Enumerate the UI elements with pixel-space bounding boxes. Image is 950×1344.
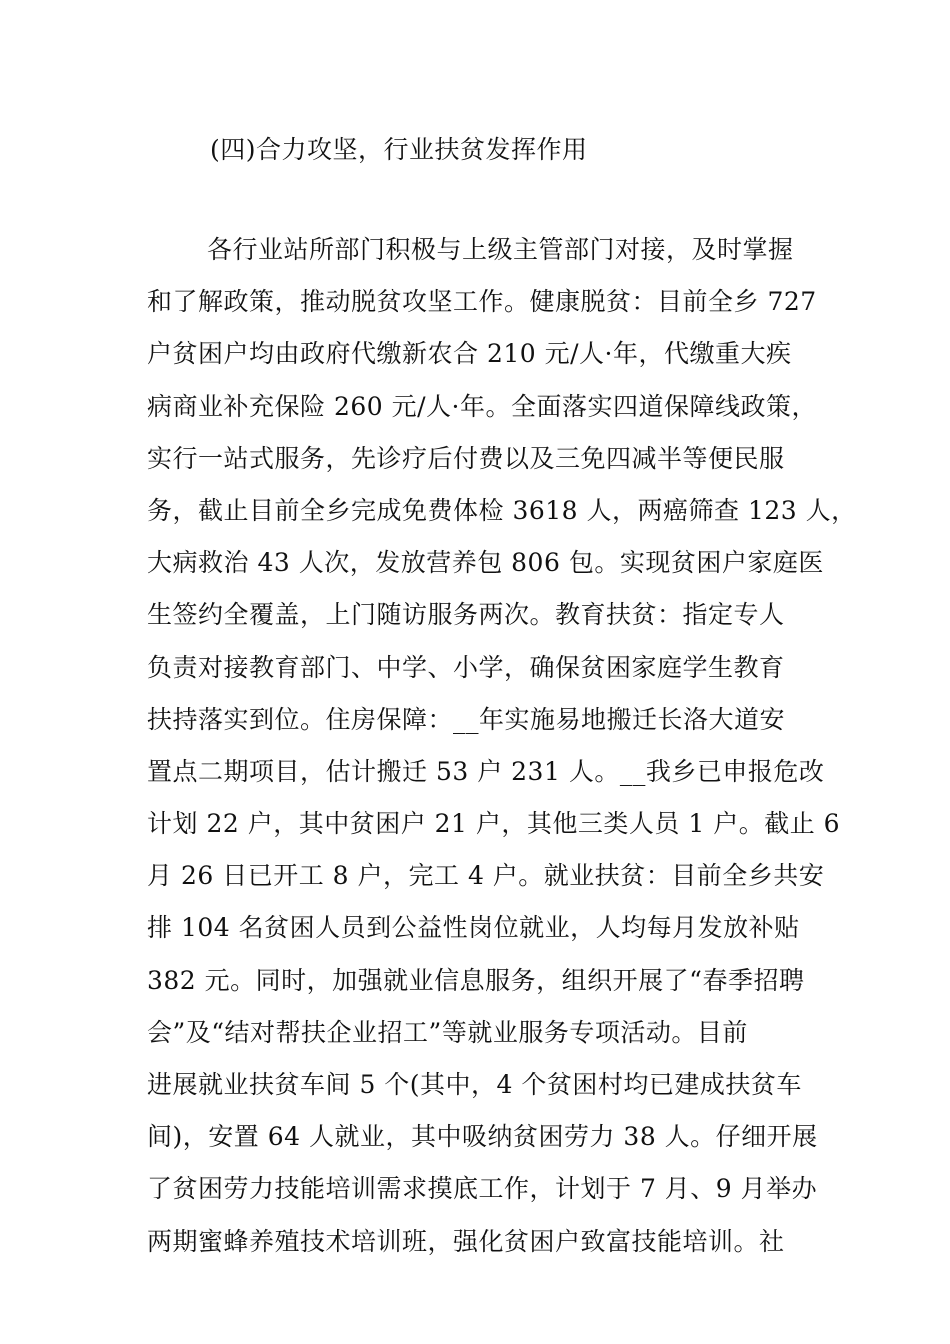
- text-line: 病商业补充保险 260 元/人·年。全面落实四道保障线政策，: [147, 391, 817, 421]
- text-line: 负责对接教育部门、中学、小学，确保贫困家庭学生教育: [147, 652, 785, 682]
- text-line: 了贫困劳力技能培训需求摸底工作，计划于 7 月、9 月举办: [147, 1174, 818, 1204]
- text-line: 实行一站式服务，先诊疗后付费以及三免四减半等便民服: [147, 443, 785, 473]
- text-line: 各行业站所部门积极与上级主管部门对接，及时掌握: [207, 235, 794, 264]
- text-line: 会”及“结对帮扶企业招工”等就业服务专项活动。目前: [147, 1017, 748, 1047]
- text-line: 进展就业扶贫车间 5 个(其中，4 个贫困村均已建成扶贫车: [147, 1070, 802, 1099]
- section-heading: (四)合力攻坚，行业扶贫发挥作用: [210, 135, 588, 164]
- text-line: 和了解政策，推动脱贫攻坚工作。健康脱贫：目前全乡 727: [147, 287, 817, 317]
- text-line: 扶持落实到位。住房保障：__年实施易地搬迁长洛大道安: [147, 704, 786, 734]
- body-paragraph: [147, 230, 857, 1274]
- text-line: 月 26 日已开工 8 户，完工 4 户。就业扶贫：目前全乡共安: [147, 861, 825, 891]
- text-line: 排 104 名贫困人员到公益性岗位就业，人均每月发放补贴: [147, 913, 800, 943]
- text-line: 间)，安置 64 人就业，其中吸纳贫困劳力 38 人。仔细开展: [147, 1122, 818, 1152]
- text-line: 务，截止目前全乡完成免费体检 3618 人，两癌筛查 123 人，: [147, 495, 857, 525]
- text-line: 计划 22 户，其中贫困户 21 户，其他三类人员 1 户。截止 6: [147, 809, 841, 839]
- text-line: 户贫困户均由政府代缴新农合 210 元/人·年，代缴重大疾: [147, 339, 792, 369]
- text-line: 两期蜜蜂养殖技术培训班，强化贫困户致富技能培训。社: [147, 1226, 785, 1256]
- text-line: 大病救治 43 人次，发放营养包 806 包。实现贫困户家庭医: [147, 548, 824, 578]
- text-line: 生签约全覆盖，上门随访服务两次。教育扶贫：指定专人: [147, 600, 785, 630]
- text-line: 382 元。同时，加强就业信息服务，组织开展了“春季招聘: [147, 965, 805, 995]
- text-line: 置点二期项目，估计搬迁 53 户 231 人。__我乡已申报危改: [147, 756, 825, 786]
